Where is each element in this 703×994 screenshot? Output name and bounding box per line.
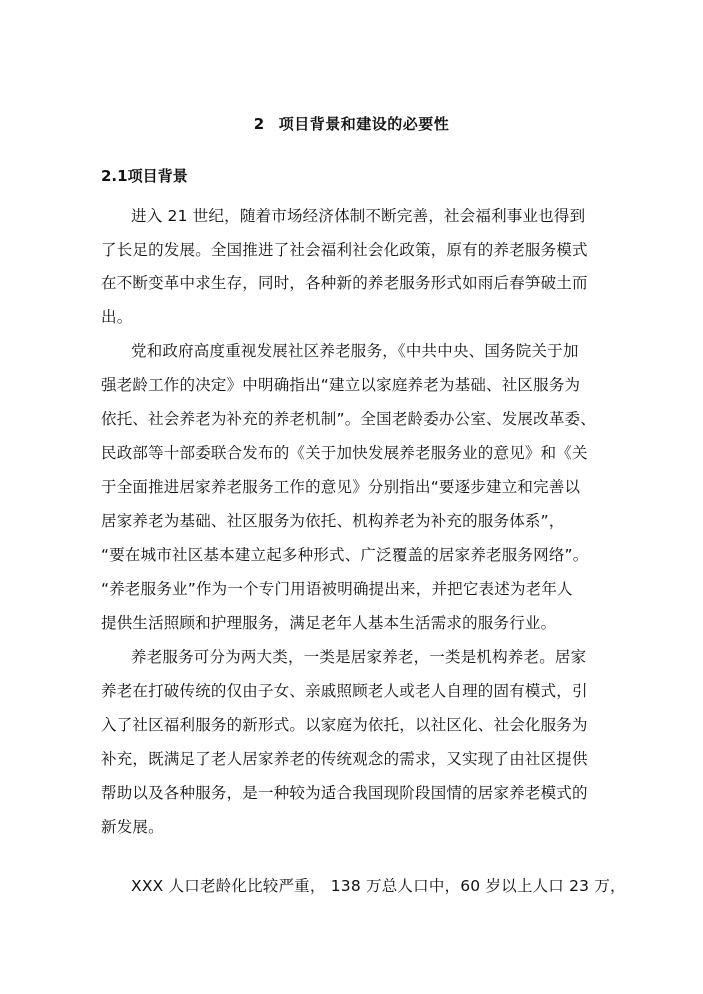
paragraph-line: 养老在打破传统的仅由子女、亲戚照顾老人或老人自理的固有模式，引 (101, 682, 588, 700)
paragraph-line: 补充，既满足了老人居家养老的传统观念的需求，又实现了由社区提供 (101, 750, 588, 768)
paragraph-line: 帮助以及各种服务，是一种较为适合我国现阶段国情的居家养老模式的 (101, 784, 588, 802)
title-text: 项目背景和建设的必要性 (278, 115, 450, 133)
paragraph-line: 党和政府高度重视发展社区养老服务，《中共中央、国务院关于加 (131, 342, 579, 360)
paragraph-line: 在不断变革中求生存，同时，各种新的养老服务形式如雨后春笋破土而 (101, 274, 588, 292)
paragraph-line: 入了社区福利服务的新形式。以家庭为依托，以社区化、社会化服务为 (101, 716, 588, 734)
paragraph-line: 提供生活照顾和护理服务，满足老年人基本生活需求的服务行业。 (101, 614, 557, 632)
paragraph-line: 出。 (101, 308, 133, 326)
paragraph-line: 依托、社会养老为补充的养老机制”。全国老龄委办公室、发展改革委、 (101, 410, 596, 428)
paragraph-line: XXX 人口老龄化比较严重， 138 万总人口中，60 岁以上人口 23 万， (131, 877, 626, 895)
paragraph-line: 居家养老为基础、社区服务为依托、机构养老为补充的服务体系”， (101, 512, 565, 530)
paragraph-line: 养老服务可分为两大类，一类是居家养老，一类是机构养老。居家 (131, 648, 587, 666)
paragraph-line: 强老龄工作的决定》中明确指出“建立以家庭养老为基础、社区服务为 (101, 376, 581, 394)
paragraph-line: 民政部等十部委联合发布的《关于加快发展养老服务业的意见》和《关 (101, 444, 588, 462)
paragraph-line: 于全面推进居家养老服务工作的意见》分别指出“要逐步建立和完善以 (101, 478, 581, 496)
section-heading: 2.1项目背景 (101, 167, 188, 185)
paragraph-line: “要在城市社区基本建立起多种形式、广泛覆盖的居家养老服务网络”。 (101, 546, 589, 564)
title-number: 2 (253, 115, 265, 133)
paragraph-line: 了长足的发展。全国推进了社会福利社会化政策，原有的养老服务模式 (101, 241, 588, 259)
page-title (0, 113, 703, 134)
paragraph-line: 新发展。 (101, 818, 164, 836)
paragraph-line: 进入 21 世纪，随着市场经济体制不断完善，社会福利事业也得到 (131, 207, 586, 225)
paragraph-line: “养老服务业”作为一个专门用语被明确提出来，并把它表述为老年人 (101, 580, 573, 598)
